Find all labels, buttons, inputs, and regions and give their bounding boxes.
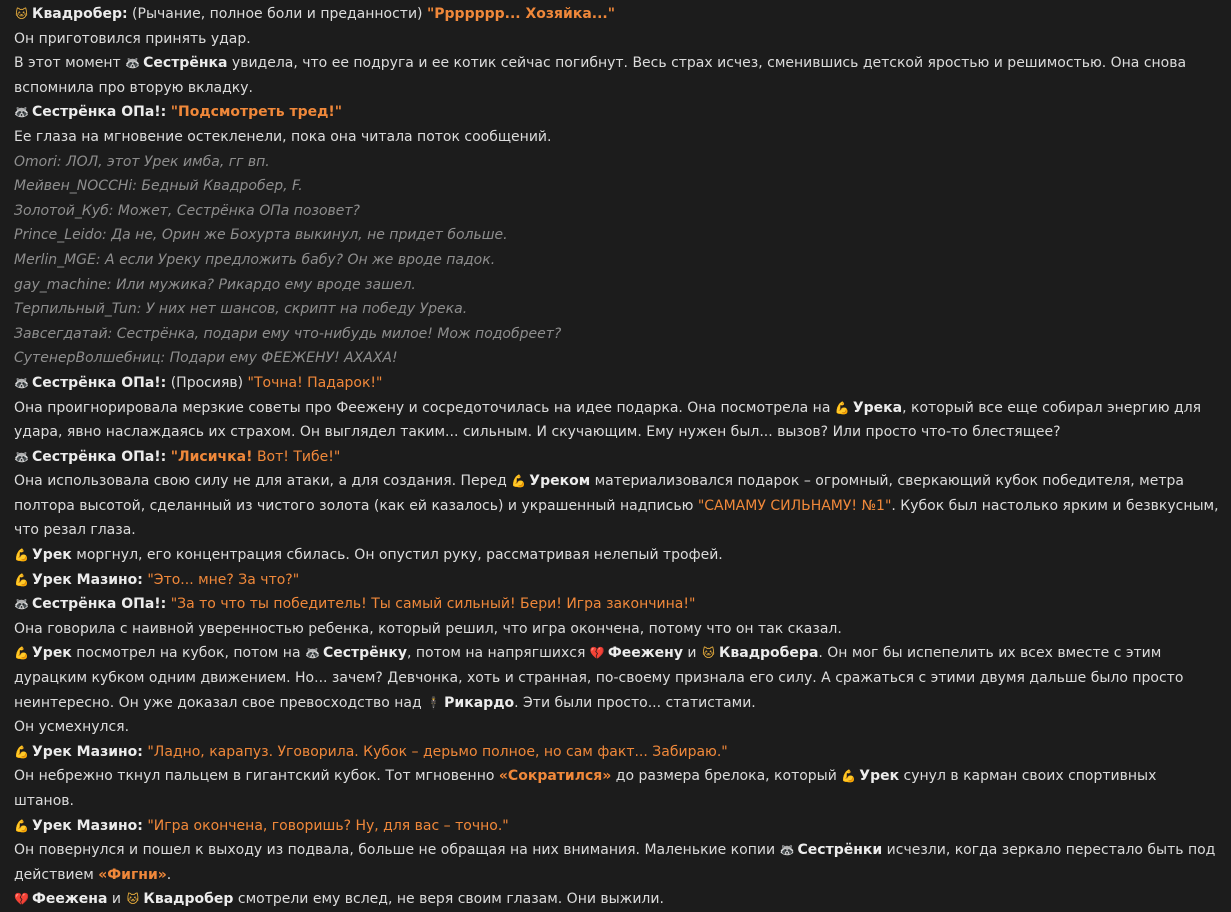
- message-line: [14, 838, 1219, 887]
- narration-text: до размера брелока, который: [611, 768, 842, 785]
- narration-text: смотрели ему вслед, не веря своим глазам. Они выжили.: [233, 891, 664, 908]
- narration-text: увидела, что ее подруга и ее котик сейчас погибнут. Весь страх исчез, сменившись детской яростью и решимостью. Она снова вспомнила про вторую вкладку.: [14, 55, 1187, 96]
- narration-text: посмотрел на кубок, потом на: [71, 645, 305, 662]
- raccoon-icon: 🦝: [14, 375, 29, 390]
- character-name: Феежену: [607, 645, 683, 662]
- flexed-biceps-icon: 💪: [14, 646, 29, 661]
- flexed-biceps-icon: 💪: [834, 400, 850, 415]
- character-name: Квадробер: [143, 891, 234, 908]
- character-name: Урек: [32, 645, 72, 662]
- character-name: Урек: [859, 768, 900, 785]
- character-name: Урека: [852, 399, 903, 416]
- narration-text: Он повернулся и пошел к выходу из подвала, больше не обращая на них внимания. Маленькие копии: [14, 842, 780, 859]
- raccoon-icon: 🦝: [14, 105, 29, 120]
- speaker-name: Урек Мазино:: [32, 817, 143, 834]
- narration-text: , который все еще собирал энергию для удара, явно наслаждаясь их страхом. Он выглядел таким... сильным. И скучающим. Ему нужен был... вызов? Или просто что-то блестящее?: [14, 399, 1202, 441]
- narration-text: . Он мог бы испепелить их всех вместе с этим дурацким кубком одним движением. Но... зачем? Девчонка, хоть и странная, по-своему признала его силу. А сражаться с этими двумя дальше было просто неинтересно. Он уже доказал свое превосходство над: [14, 645, 1184, 711]
- raccoon-icon: 🦝: [14, 597, 29, 612]
- character-name: Квадробера: [718, 645, 819, 662]
- narration-text: В этот момент: [14, 55, 126, 72]
- message-line: [14, 814, 1219, 839]
- chat-comment: Мейвен_NOCCHi: Бедный Квадробер, F.: [14, 178, 303, 195]
- message-line: [14, 248, 1219, 273]
- message-line: [14, 568, 1219, 593]
- message-line: [14, 150, 1219, 175]
- message-line: [14, 346, 1219, 371]
- chat-comment: Merlin_MGE: А если Уреку предложить бабу? Он же вроде падок.: [14, 251, 496, 268]
- speaker-name: Сестрёнка ОПа!:: [32, 374, 167, 391]
- message-line: [14, 100, 1219, 125]
- broken-heart-icon: 💔: [14, 892, 29, 907]
- chat-comment: СутенерВолшебниц: Подари ему ФЕЕЖЕНУ! АХАХА!: [14, 350, 398, 367]
- narration-text: Она использовала свою силу не для атаки, а для создания. Перед: [14, 473, 512, 490]
- message-line: [14, 223, 1219, 248]
- character-name: Феежена: [32, 891, 108, 908]
- character-name: Уреком: [529, 473, 591, 490]
- cat-face-icon: 🐱: [126, 892, 140, 907]
- narration-text: моргнул, его концентрация сбилась. Он опустил руку, рассматривая нелепый трофей.: [71, 547, 723, 564]
- flexed-biceps-icon: 💪: [511, 474, 527, 489]
- chat-comment: Золотой_Куб: Может, Сестрёнка ОПа позовет?: [14, 202, 360, 219]
- narration-text: исчезли, когда зеркало перестало быть под действием: [14, 842, 1216, 883]
- flexed-biceps-icon: 💪: [14, 548, 29, 563]
- narration-text: .: [166, 866, 172, 883]
- character-name: Рикардо: [444, 694, 515, 711]
- narration-text: и: [107, 891, 126, 908]
- message-line: [14, 199, 1219, 224]
- narration-text: и: [682, 645, 701, 662]
- narration-text: , потом на напрягшихся: [406, 645, 590, 662]
- character-name: Урек: [32, 547, 72, 564]
- quote-text: "САМАМУ СИЛЬНАМУ! №1": [697, 497, 892, 514]
- narration-text: Он приготовился принять удар.: [14, 30, 251, 47]
- message-line: [14, 715, 1219, 740]
- character-name: Сестрёнка: [143, 55, 228, 72]
- message-line: [14, 297, 1219, 322]
- quote-text: "Ррррррр... Хозяйка...": [426, 6, 616, 22]
- quote-text: «Сократился»: [498, 768, 612, 785]
- narration-text: Она говорила с наивной уверенностью ребенка, который решил, что игра окончена, потому что он так сказал.: [14, 620, 842, 637]
- message-line: [14, 740, 1219, 765]
- quote-text: "Это... мне? За что?": [147, 571, 300, 588]
- message-line: [14, 887, 1219, 912]
- message-line: [14, 322, 1219, 347]
- speaker-name: Сестрёнка ОПа!:: [32, 596, 167, 613]
- message-line: [14, 2, 1219, 27]
- quote-text: "Точна! Падарок!": [247, 374, 383, 391]
- quote-text: «Фигни»: [98, 866, 167, 883]
- quote-text: "Ладно, карапуз. Уговорила. Кубок – дерьмо полное, но сам факт... Забираю.": [147, 743, 728, 760]
- message-line: [14, 445, 1219, 470]
- raccoon-icon: 🦝: [14, 449, 29, 464]
- cat-face-icon: 🐱: [15, 7, 28, 21]
- message-line: [14, 27, 1219, 52]
- flexed-biceps-icon: 💪: [14, 744, 29, 759]
- speaker-name: Квадробер:: [32, 6, 128, 22]
- chat-comment: gay_machine: Или мужика? Рикардо ему вроде зашел.: [14, 276, 416, 293]
- narration-text: Он небрежно ткнул пальцем в гигантский кубок. Тот мгновенно: [14, 768, 499, 785]
- message-line: [14, 371, 1219, 396]
- speaker-name: Сестрёнка ОПа!:: [32, 448, 167, 465]
- flexed-biceps-icon: 💪: [14, 572, 29, 587]
- message-line: [14, 641, 1219, 715]
- message-line: [14, 543, 1219, 568]
- speaker-name: Урек Мазино:: [32, 743, 143, 760]
- chat-comment: Терпильный_Tun: У них нет шансов, скрипт на победу Урека.: [14, 301, 468, 318]
- message-line: [14, 396, 1219, 445]
- quote-text: Вот! Тибе!": [252, 448, 341, 465]
- quote-text: "Подсмотреть тред!": [170, 104, 343, 121]
- message-line: [14, 273, 1219, 298]
- narration-text: (Рычание, полное боли и преданности): [127, 6, 427, 22]
- narration-text: сунул в карман своих спортивных штанов.: [14, 768, 1157, 809]
- character-name: Сестрёнку: [322, 645, 407, 662]
- cat-face-icon: 🐱: [702, 646, 715, 661]
- quote-text: "Игра окончена, говоришь? Ну, для вас – точно.": [147, 817, 509, 834]
- speaker-name: Урек Мазино:: [32, 571, 143, 588]
- message-line: [14, 469, 1219, 543]
- speaker-name: Сестрёнка ОПа!:: [32, 104, 167, 121]
- character-name: Сестрёнки: [797, 842, 883, 859]
- quote-text: "За то что ты победитель! Ты самый сильный! Бери! Игра закончина!": [170, 596, 696, 613]
- narration-text: (Просияв): [166, 374, 248, 391]
- man-in-suit-icon: 🕴: [426, 695, 442, 710]
- message-line: [14, 174, 1219, 199]
- narration-text: Ее глаза на мгновение остекленели, пока она читала поток сообщений.: [14, 128, 552, 145]
- chat-comment: Prince_Leido: Да не, Орин же Бохурта выкинул, не придет больше.: [14, 227, 508, 244]
- raccoon-icon: 🦝: [305, 646, 320, 661]
- narration-text: . Эти были просто... статистами.: [514, 694, 756, 711]
- chat-comment: Omori: ЛОЛ, этот Урек имба, гг вп.: [14, 153, 270, 170]
- flexed-biceps-icon: 💪: [841, 769, 857, 784]
- flexed-biceps-icon: 💪: [14, 818, 29, 833]
- raccoon-icon: 🦝: [125, 56, 141, 71]
- narration-text: Она проигнорировала мерзкие советы про Феежену и сосредоточилась на идее подарка. Она посмотрела на: [14, 399, 835, 416]
- broken-heart-icon: 💔: [589, 646, 605, 661]
- message-line: [14, 125, 1219, 150]
- narration-text: материализовался подарок – огромный, сверкающий кубок победителя, метра полтора высотой, сделанный из чистого золота (как ей казалось) и украшенный надписью: [14, 473, 1184, 514]
- message-line: [14, 51, 1219, 100]
- message-line: [14, 617, 1219, 642]
- narration-text: Он усмехнулся.: [14, 719, 130, 736]
- message-line: [14, 592, 1219, 617]
- quote-text: "Лисичка!: [170, 448, 253, 465]
- raccoon-icon: 🦝: [779, 843, 795, 858]
- narration-text: . Кубок был настолько ярким и безвкусным, что резал глаза.: [14, 497, 1219, 539]
- chat-comment: Завсегдатай: Сестрёнка, подари ему что-нибудь милое! Мож подобреет?: [14, 325, 562, 342]
- message-line: [14, 764, 1219, 813]
